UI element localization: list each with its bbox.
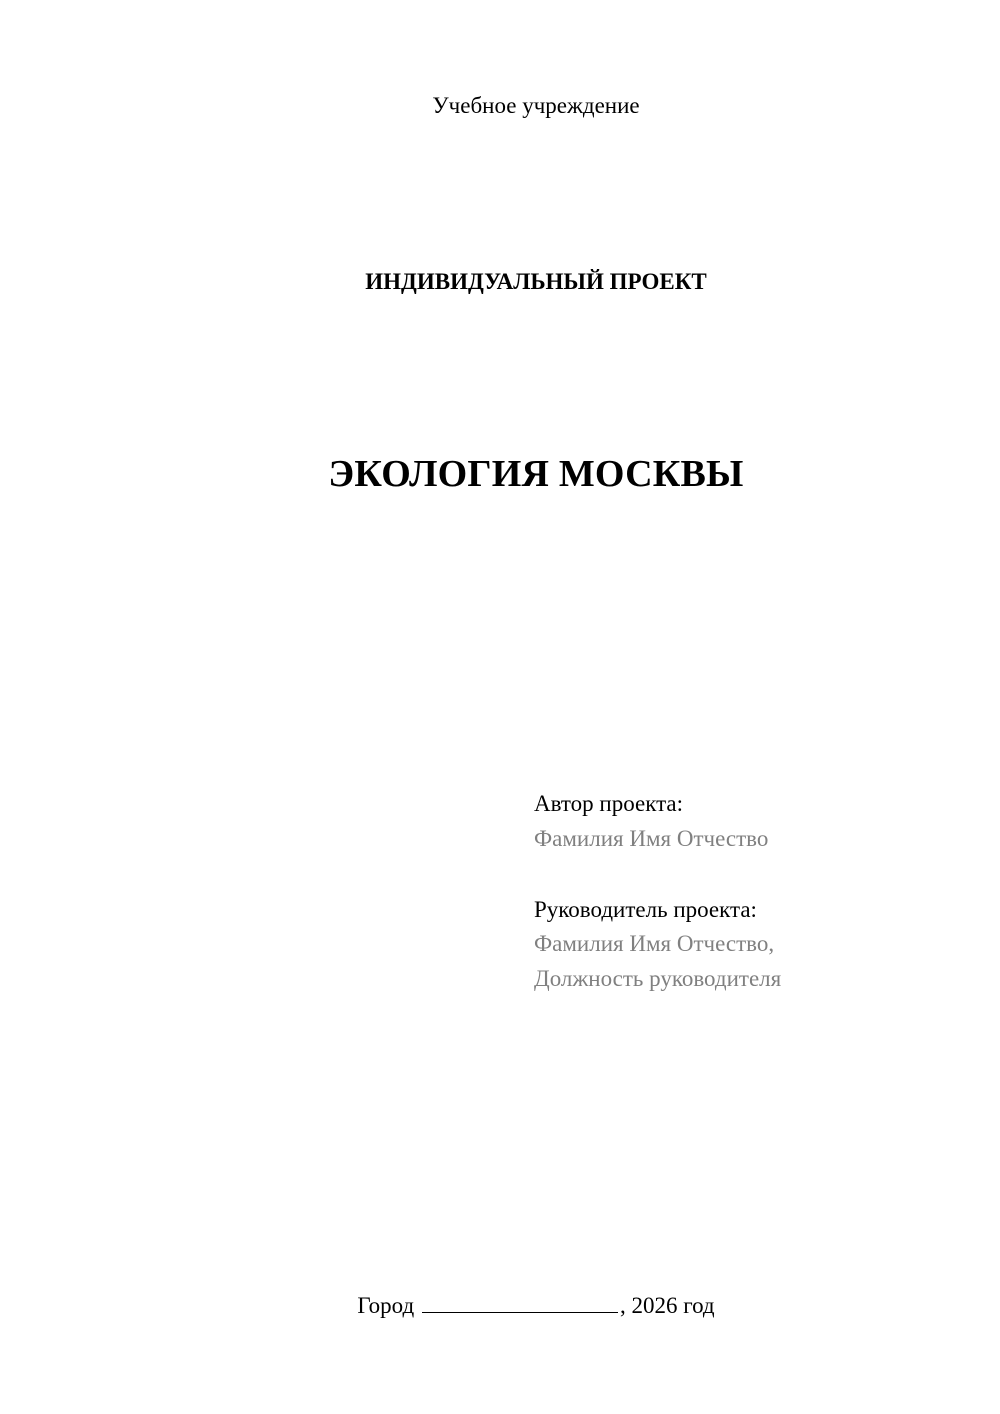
supervisor-position: Должность руководителя [534,966,782,991]
footer-city-year [0,1292,1000,1320]
project-title: ЭКОЛОГИЯ МОСКВЫ [328,453,744,495]
city-label: Город [357,1293,415,1318]
supervisor-label: Руководитель проекта: [534,897,757,922]
author-name: Фамилия Имя Отчество [534,826,769,851]
supervisor-name: Фамилия Имя Отчество, [534,931,775,956]
author-label: Автор проекта: [534,791,683,816]
city-blank-line [422,1292,618,1313]
institution-name: Учебное учреждение [432,93,640,118]
project-type-heading: ИНДИВИДУАЛЬНЫЙ ПРОЕКТ [365,269,707,294]
year-text: , 2026 год [619,1293,715,1318]
